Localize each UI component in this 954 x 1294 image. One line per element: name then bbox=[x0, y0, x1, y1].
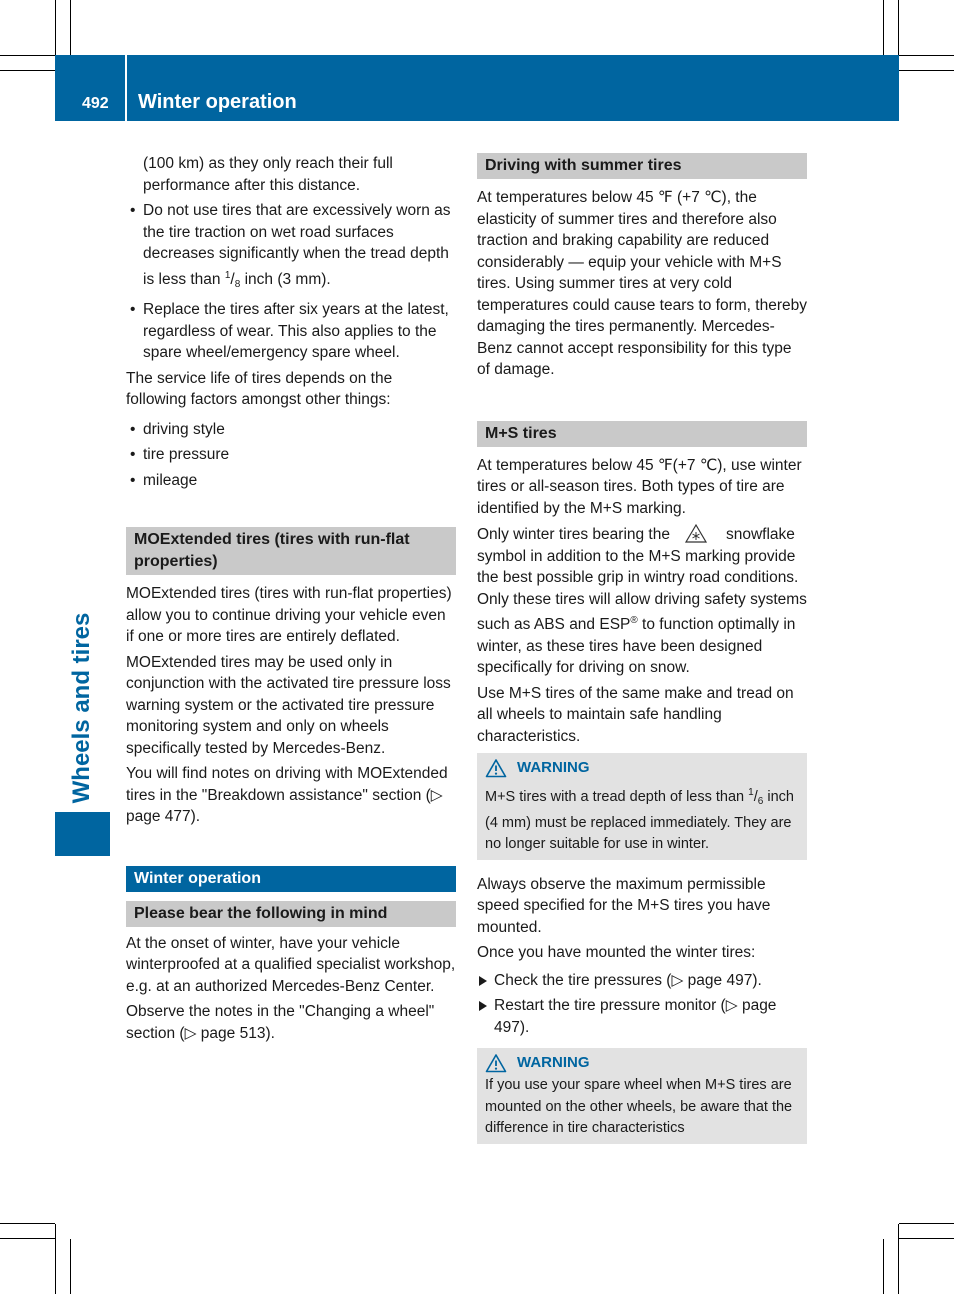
crop-mark bbox=[899, 1223, 954, 1224]
bear-paragraph-link[interactable]: Observe the notes in the "Changing a wheel" section (▷ page 513). bbox=[126, 1003, 435, 1042]
ms-paragraph-snowflake: Only winter tires bearing the snowflake symbol in addition to the M+S marking provide the best possible grip in wintry road conditions. Only these tires will allow driving safety systems such as ABS and ESP® to function optimally in winter, as these tires have been designed specifically for driving on snow. bbox=[477, 523, 807, 679]
warning-triangle-icon bbox=[485, 1053, 507, 1073]
warning-box bbox=[477, 753, 807, 860]
crop-mark bbox=[0, 55, 55, 56]
moe-paragraph: MOExtended tires (tires with run-flat properties) allow you to continue driving your vehicle even if one or more tires are entirely deflated. bbox=[126, 585, 452, 645]
section-heading-ms-tires: M+S tires bbox=[477, 421, 807, 447]
ms-paragraph: At temperatures below 45 ℉(+7 ℃), use winter tires or all-season tires. Both types of tire are identified by the M+S marking. bbox=[477, 456, 802, 517]
crop-mark bbox=[55, 1224, 56, 1294]
warning-box bbox=[477, 1048, 807, 1144]
warning-text: M+S tires with a tread depth of less than $^1/_6$ inch (4 mm) must be replaced immediately. They are no longer suitable for use in winter. bbox=[485, 787, 794, 852]
crop-mark bbox=[899, 1238, 954, 1239]
section-heading-winter: Winter operation bbox=[126, 866, 456, 892]
crop-mark bbox=[0, 1238, 55, 1239]
step-restart-monitor[interactable]: Restart the tire pressure monitor (▷ page 497). bbox=[477, 995, 807, 1038]
service-life-paragraph: The service life of tires depends on the following factors amongst other things: bbox=[126, 369, 393, 408]
crop-mark bbox=[70, 1239, 71, 1294]
ms-paragraph: Use M+S tires of the same make and tread on all wheels to maintain safe handling characteristics. bbox=[477, 684, 794, 745]
bullet-worn-tires: • Do not use tires that are excessively worn as the tire traction on wet road surfaces decreases significantly when the tread depth is less than $^1/_8$ inch (3 mm). bbox=[126, 200, 456, 295]
side-tab-marker bbox=[55, 812, 110, 856]
section-heading-summer: Driving with summer tires bbox=[477, 153, 807, 179]
moe-paragraph: MOExtended tires may be used only in conjunction with the activated tire pressure loss warning system or the activated tire pressure monitoring system and only on wheels specifically tested by Mercedes-Benz. bbox=[126, 653, 451, 757]
page-number: 492 bbox=[82, 95, 109, 112]
bullet-replace-tires: • Replace the tires after six years at the latest, regardless of wear. This also applies to the spare wheel/emergency spare wheel. bbox=[126, 299, 456, 364]
warning-text: If you use your spare wheel when M+S tires are mounted on the other wheels, be aware that the difference in tire characteristics bbox=[485, 1077, 793, 1136]
speed-paragraph: Always observe the maximum permissible speed specified for the M+S tires you have mounted. bbox=[477, 875, 771, 936]
page-title: Winter operation bbox=[138, 91, 297, 113]
warning-title: WARNING bbox=[485, 756, 799, 780]
mounted-paragraph: Once you have mounted the winter tires: bbox=[477, 944, 756, 961]
section-heading-moextended: MOExtended tires (tires with run-flat properties) bbox=[126, 527, 456, 575]
factor-item: • driving style bbox=[126, 419, 456, 441]
crop-mark bbox=[899, 55, 954, 56]
crop-mark bbox=[883, 1239, 884, 1294]
snowflake-mountain-icon bbox=[684, 523, 708, 543]
left-column bbox=[126, 153, 456, 1048]
step-check-pressure[interactable]: Check the tire pressures (▷ page 497). bbox=[477, 970, 807, 992]
moe-paragraph-link[interactable]: You will find notes on driving with MOExtended tires in the "Breakdown assistance" section (▷ page 477). bbox=[126, 765, 448, 825]
subsection-heading-bear: Please bear the following in mind bbox=[126, 901, 456, 927]
crop-mark bbox=[883, 0, 884, 55]
side-tab-label: Wheels and tires bbox=[68, 612, 95, 804]
factor-item: • tire pressure bbox=[126, 444, 456, 466]
header-divider bbox=[125, 55, 127, 121]
crop-mark bbox=[0, 70, 55, 71]
summer-paragraph: At temperatures below 45 ℉ (+7 ℃), the elasticity of summer tires and therefore also traction and braking capability are reduced considerably — equip your vehicle with M+S tires. Using summer tires at very cold temperatures could cause tears to form, thereby damaging the tires permanently. Mercedes-Benz cannot accept responsibility for this type of damage. bbox=[477, 189, 807, 378]
warning-triangle-icon bbox=[485, 758, 507, 778]
bear-paragraph: At the onset of winter, have your vehicle winterproofed at a qualified specialist workshop, e.g. at an authorized Mercedes-Benz Center. bbox=[126, 934, 456, 995]
warning-title: WARNING bbox=[485, 1051, 799, 1075]
bullet-continuation: (100 km) as they only reach their full performance after this distance. bbox=[143, 155, 393, 194]
crop-mark bbox=[70, 0, 71, 55]
crop-mark bbox=[899, 70, 954, 71]
crop-mark bbox=[898, 1224, 899, 1294]
right-column bbox=[477, 153, 807, 1144]
factor-item: • mileage bbox=[126, 470, 456, 492]
crop-mark bbox=[0, 1223, 55, 1224]
